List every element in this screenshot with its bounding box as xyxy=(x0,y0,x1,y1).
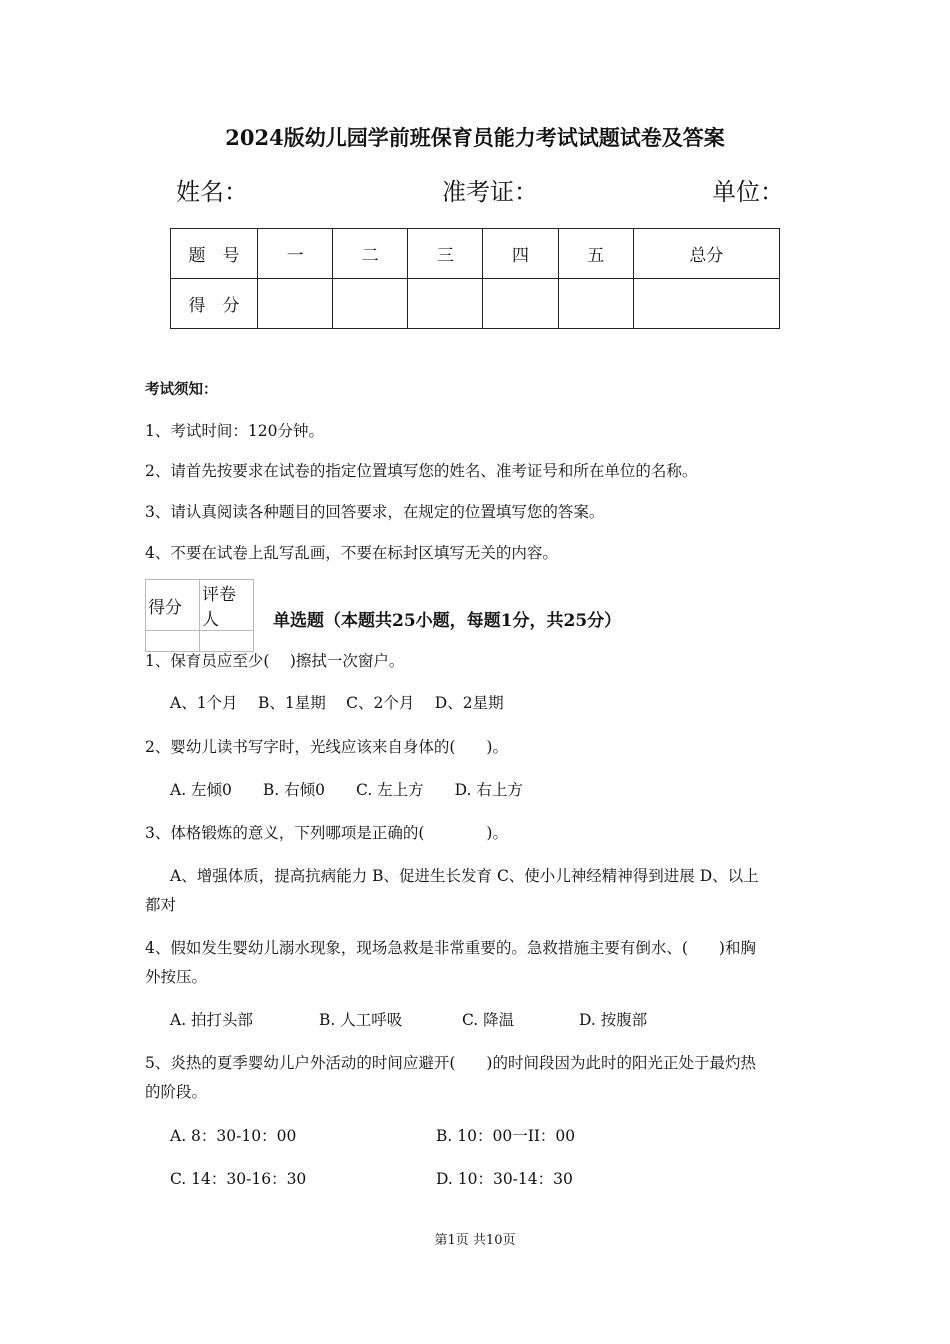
notice-item: 3、请认真阅读各种题目的回答要求，在规定的位置填写您的答案。 xyxy=(145,503,605,521)
score-input-total[interactable] xyxy=(633,279,779,329)
score-table-score-row xyxy=(171,279,780,329)
score-cell-2: 二 xyxy=(333,229,408,279)
question-4-cont: 外按压。 xyxy=(145,968,208,986)
score-input-2[interactable] xyxy=(333,279,408,329)
score-input-4[interactable] xyxy=(483,279,558,329)
question-4-option-a: A. 拍打头部 xyxy=(170,1011,254,1029)
question-4-option-b: B. 人工呼吸 xyxy=(319,1011,403,1029)
score-input-3[interactable] xyxy=(408,279,483,329)
grader-score-label: 得分 xyxy=(146,580,200,631)
question-5: 5、炎热的夏季婴幼儿户外活动的时间应避开( )的时间段因为此时的阳光正处于最灼热 xyxy=(145,1054,756,1072)
question-5-option-b: B. 10：00一II：00 xyxy=(436,1127,576,1145)
name-field-label: 姓名： xyxy=(176,178,248,206)
question-3: 3、体格锻炼的意义，下列哪项是正确的( )。 xyxy=(145,824,508,842)
question-4-option-d: D. 按腹部 xyxy=(579,1011,648,1029)
question-5-option-a: A. 8：30-10：00 xyxy=(170,1127,297,1145)
question-1-options: A、1个月 B、1星期 C、2个月 D、2星期 xyxy=(170,694,504,712)
score-cell-1: 一 xyxy=(258,229,333,279)
question-2: 2、婴幼儿读书写字时，光线应该来自身体的( )。 xyxy=(145,738,508,756)
notice-item: 1、考试时间：120分钟。 xyxy=(145,422,324,440)
grader-box xyxy=(145,579,254,652)
grader-name-label: 评卷人 xyxy=(200,580,254,631)
question-3-options: A、增强体质，提高抗病能力 B、促进生长发育 C、使小儿神经精神得到进展 D、以上 xyxy=(170,867,759,885)
question-3-options-cont: 都对 xyxy=(145,896,177,914)
notice-item: 4、不要在试卷上乱写乱画，不要在标封区填写无关的内容。 xyxy=(145,544,558,562)
score-cell-3: 三 xyxy=(408,229,483,279)
exam-id-field-label: 准考证： xyxy=(442,178,538,206)
page-footer: 第1页 共10页 xyxy=(434,1233,516,1248)
score-input-5[interactable] xyxy=(558,279,633,329)
question-1: 1、保育员应至少( )擦拭一次窗户。 xyxy=(145,652,405,670)
score-input-1[interactable] xyxy=(258,279,333,329)
question-2-options: A. 左倾0 B. 右倾0 C. 左上方 D. 右上方 xyxy=(170,781,523,799)
score-table-header-row xyxy=(171,229,780,279)
score-cell-total: 总分 xyxy=(633,229,779,279)
document-title: 2024版幼儿园学前班保育员能力考试试题试卷及答案 xyxy=(225,125,725,150)
unit-field-label: 单位： xyxy=(712,178,784,206)
question-4-option-c: C. 降温 xyxy=(462,1011,515,1029)
score-cell-label: 题 号 xyxy=(171,229,258,279)
score-table xyxy=(170,228,780,329)
notice-heading: 考试须知： xyxy=(145,381,218,398)
score-cell-4: 四 xyxy=(483,229,558,279)
question-5-option-d: D. 10：30-14：30 xyxy=(436,1170,573,1188)
question-5-option-c: C. 14：30-16：30 xyxy=(170,1170,307,1188)
question-5-cont: 的阶段。 xyxy=(145,1083,208,1101)
question-4: 4、假如发生婴幼儿溺水现象，现场急救是非常重要的。急救措施主要有倒水、( )和胸 xyxy=(145,939,756,957)
score-cell-5: 五 xyxy=(558,229,633,279)
score-row-label: 得 分 xyxy=(171,279,258,329)
section-heading: 单选题（本题共25小题，每题1分，共25分） xyxy=(273,611,622,631)
notice-item: 2、请首先按要求在试卷的指定位置填写您的姓名、准考证号和所在单位的名称。 xyxy=(145,462,698,480)
